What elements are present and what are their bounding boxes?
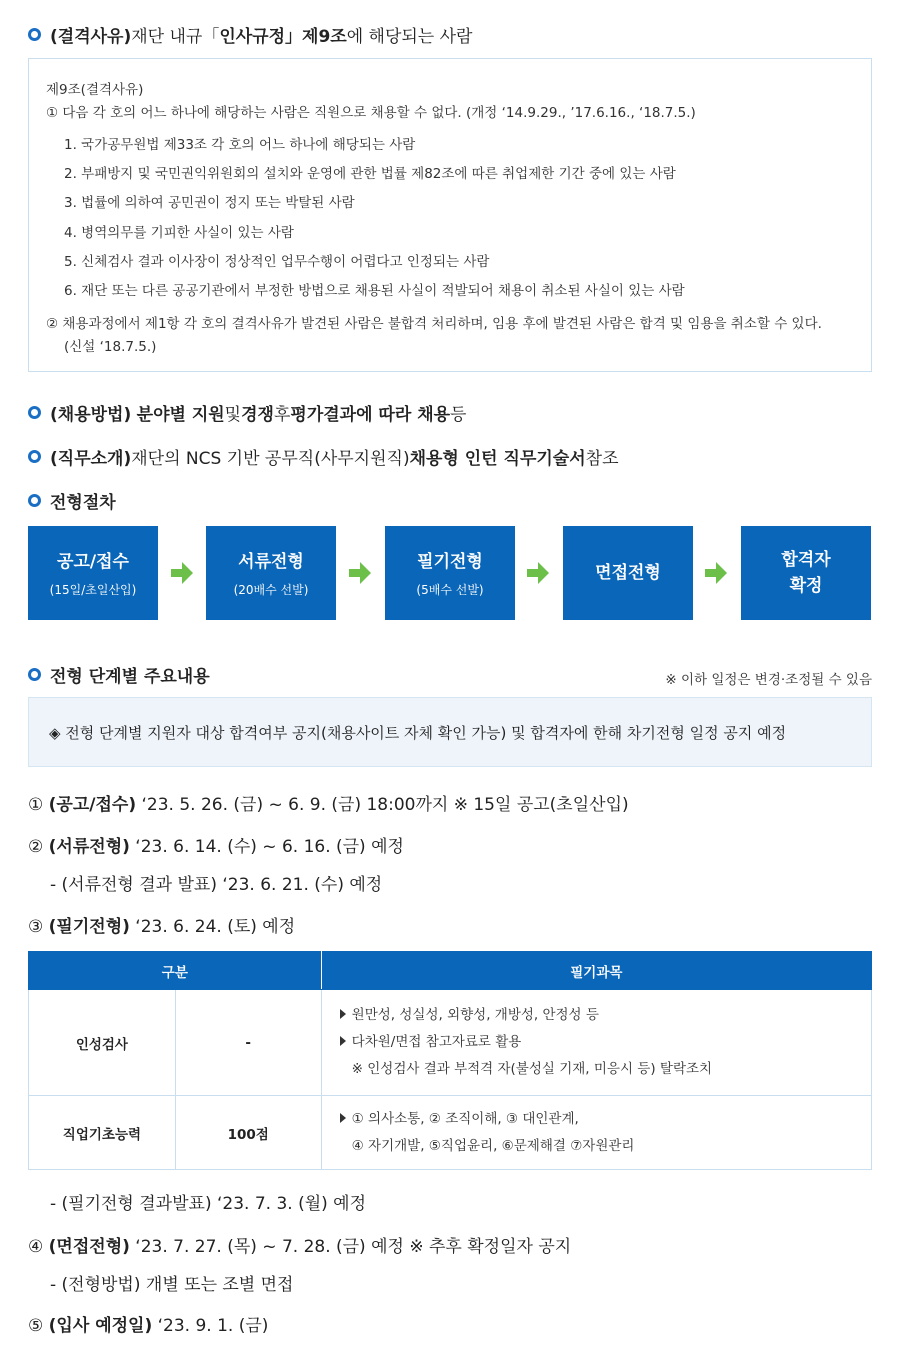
step-written-test: 필기전형 (5배수 선발)	[385, 526, 515, 620]
step-interview: 면접전형	[563, 526, 693, 620]
bullet-ring-icon	[28, 668, 41, 681]
triangle-bullet-icon	[340, 1009, 346, 1019]
table-header-subjects: 필기과목	[321, 952, 871, 990]
arrow-right-icon	[171, 562, 193, 584]
schedule-document: ② (서류전형) ‘23. 6. 14. (수) ~ 6. 16. (금) 예정	[28, 837, 404, 857]
schedule-announcement: ① (공고/접수) ‘23. 5. 26. (금) ~ 6. 9. (금) 18:00까지 ※ 15일 공고(초일산입)	[28, 795, 629, 815]
table-header-category: 구분	[29, 952, 322, 990]
arrow-right-icon	[705, 562, 727, 584]
schedule-written: ③ (필기전형) ‘23. 6. 24. (토) 예정	[28, 917, 296, 937]
schedule-start-date: ⑤ (입사 예정일) ‘23. 9. 1. (금)	[28, 1316, 269, 1336]
rule-title: 제9조(결격사유)	[46, 82, 144, 98]
disqualification-heading: (결격사유) 재단 내규「 인사규정」제9조 에 해당되는 사람	[28, 22, 472, 47]
triangle-bullet-icon	[340, 1036, 346, 1046]
row-details: ① 의사소통, ② 조직이해, ③ 대인관계, ④ 자기개발, ⑤직업윤리, ⑥문제해결 ⑦자원관리	[321, 1096, 871, 1170]
step-final-pass: 합격자 확정	[741, 526, 871, 620]
bullet-ring-icon	[28, 450, 41, 463]
arrow-right-icon	[349, 562, 371, 584]
job-intro-heading: (직무소개) 재단의 NCS 기반 공무직(사무지원직) 채용형 인턴 직무기술서 참조	[28, 444, 619, 469]
row-name: 인성검사	[29, 990, 176, 1096]
rule-clause-2: ② 채용과정에서 제1항 각 호의 결격사유가 발견된 사람은 불합격 처리하며, 임용 후에 발견된 사람은 합격 및 임용을 취소할 수 있다.	[46, 316, 822, 332]
schedule-change-note: ※ 이하 일정은 변경·조정될 수 있음	[665, 672, 872, 688]
table-header-row	[29, 952, 872, 990]
rule-item: 1. 국가공무원법 제33조 각 호의 어느 하나에 해당되는 사람	[64, 137, 416, 153]
bullet-ring-icon	[28, 494, 41, 507]
row-name: 직업기초능력	[29, 1096, 176, 1170]
rule-item: 2. 부패방지 및 국민권익위원회의 설치와 운영에 관한 법률 제82조에 따른 취업제한 기간 중에 있는 사람	[64, 166, 676, 182]
rule-item: 6. 재단 또는 다른 공공기관에서 부정한 방법으로 채용된 사실이 적발되어 채용이 취소된 사실이 있는 사람	[64, 283, 685, 299]
bullet-ring-icon	[28, 406, 41, 419]
rule-item: 3. 법률에 의하여 공민권이 정지 또는 박탈된 사람	[64, 195, 355, 211]
rule-clause-1: ① 다음 각 호의 어느 하나에 해당하는 사람은 직원으로 채용할 수 없다. (개정 ‘14.9.29., ’17.6.16., ‘18.7.5.)	[46, 105, 696, 121]
notice-box: ◈ 전형 단계별 지원자 대상 합격여부 공지(채용사이트 자체 확인 가능) 및 합격자에 한해 차기전형 일정 공지 예정	[28, 697, 872, 767]
arrow-right-icon	[527, 562, 549, 584]
table-row	[29, 990, 872, 1096]
rule-item: 4. 병역의무를 기피한 사실이 있는 사람	[64, 225, 294, 241]
stage-details-heading: 전형 단계별 주요내용	[28, 662, 210, 687]
table-row	[29, 1096, 872, 1170]
bullet-ring-icon	[28, 28, 41, 41]
rule-box	[28, 58, 872, 372]
schedule-written-result: - (필기전형 결과발표) ‘23. 7. 3. (월) 예정	[50, 1194, 367, 1214]
row-score: 100점	[175, 1096, 321, 1170]
hiring-method-heading: (채용방법) 분야별 지원 및 경쟁 후 평가결과에 따라 채용 등	[28, 400, 466, 425]
rule-item: 5. 신체검사 결과 이사장이 정상적인 업무수행이 어렵다고 인정되는 사람	[64, 254, 490, 270]
rule-clause-2-cont: (신설 ‘18.7.5.)	[64, 339, 157, 355]
written-test-table	[28, 951, 872, 1170]
step-announcement: 공고/접수 (15일/초일산입)	[28, 526, 158, 620]
schedule-interview-method: - (전형방법) 개별 또는 조별 면접	[50, 1275, 294, 1295]
procedure-steps	[28, 526, 872, 620]
procedure-heading: 전형절차	[28, 488, 116, 513]
schedule-document-result: - (서류전형 결과 발표) ‘23. 6. 21. (수) 예정	[50, 875, 383, 895]
schedule-interview: ④ (면접전형) ‘23. 7. 27. (목) ~ 7. 28. (금) 예정 ※ 추후 확정일자 공지	[28, 1237, 572, 1257]
step-document-screening: 서류전형 (20배수 선발)	[206, 526, 336, 620]
row-score: -	[175, 990, 321, 1096]
triangle-bullet-icon	[340, 1113, 346, 1123]
row-details: 원만성, 성실성, 외향성, 개방성, 안정성 등 다차원/면접 참고자료로 활용 ※ 인성검사 결과 부적격 자(불성실 기재, 미응시 등) 탈락조치	[321, 990, 871, 1096]
